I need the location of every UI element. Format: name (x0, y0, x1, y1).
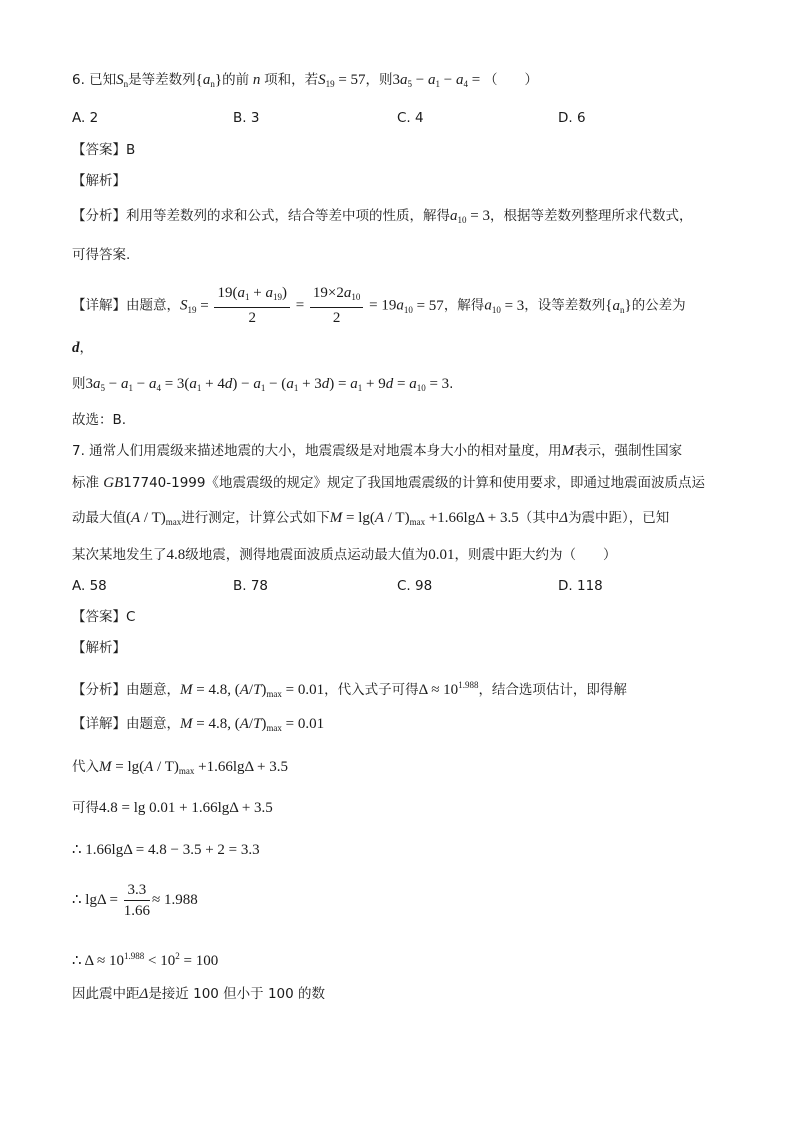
q7-step3: ∴ $\Delta \approx 10^{1.988} < 10^2 = 100$ (72, 951, 219, 969)
q7-line4: 某次某地发生了4.8级地震，测得地震面波质点运动最大值为0.01，则震中距大约为（ ） (72, 547, 617, 563)
q7-step2: ∴ lgΔ = $\frac{3.3}{1.66}$ ≈ 1.988 (72, 881, 198, 919)
q7-analysis-tag: 【解析】 (72, 640, 126, 656)
q7-final: 因此震中距Δ是接近 100 但小于 100 的数 (72, 986, 326, 1002)
q7-obtain: 可得4.8 = lg 0.01 + 1.66lgΔ + 3.5 (72, 800, 273, 816)
q7-line3: 动最大值$(A / T)_{max}$进行测定，计算公式如下$M = \lg(A / T)_{max} +1.66\lg\Delta + 3.5$（其中Δ为震中距），已知 (72, 510, 670, 527)
q7-xiangjie: 【详解】由题意，M = 4.8, $(A/T)_{max} = 0.01$ (72, 716, 325, 733)
q6-option-b: B. 3 (233, 110, 260, 126)
q6-option-c: C. 4 (397, 110, 424, 126)
q6-fenxi-cont: 可得答案. (72, 247, 131, 263)
q7-substitute: 代入$M = \lg(A / T)_{max} +1.66\lg\Delta + 3.5$ (72, 759, 289, 776)
q6-xiangjie: 【详解】由题意，$S_{19}$ = $\frac{19(a_1 + a_{19})}{2}$ = $\frac{19\times 2a_{10}}{2}$ = $19a_{10} = 57$，解得$a_{10} = 3$，设等差数列$\{a_n\}$的公差为 (72, 285, 686, 326)
q6-option-d: D. 6 (558, 110, 586, 126)
q7-fenxi: 【分析】由题意，M = 4.8, $(A/T)_{max} = 0.01$，代入式子可得$\Delta \approx 10^{1.988}$，结合选项估计，即得解 (72, 680, 627, 699)
q6-choose: 故选：B. (72, 412, 127, 428)
q7-line1: 7. 通常人们用震级来描述地震的大小，地震震级是对地震本身大小的相对量度，用M表示，强制性国家 (72, 443, 683, 459)
q7-option-d: D. 118 (558, 578, 603, 594)
q7-option-c: C. 98 (397, 578, 433, 594)
q6-d: d， (72, 340, 93, 356)
q6-stem: 6. 已知$S_n$是等差数列$\{a_n\}$的前 n 项和，若$S_{19} = 57$，则$3a_5 - a_1 - a_4$ = （ ） (72, 72, 538, 89)
q6-analysis-tag: 【解析】 (72, 173, 126, 189)
q7-option-b: B. 78 (233, 578, 269, 594)
q7-answer: 【答案】C (72, 609, 136, 625)
q6-then: 则$3a_5 - a_1 - a_4 = 3(a_1 + 4d) - a_1 - (a_1 + 3d) = a_1 + 9d = a_{10} = 3$. (72, 376, 454, 393)
q7-step1: ∴ 1.66lgΔ = 4.8 − 3.5 + 2 = 3.3 (72, 842, 260, 858)
q7-line2: 标准 GB17740-1999《地震震级的规定》规定了我国地震震级的计算和使用要求，即通过地震面波质点运 (72, 475, 705, 491)
q6-fenxi: 【分析】利用等差数列的求和公式，结合等差中项的性质，解得$a_{10} = 3$，根据等差数列整理所求代数式， (72, 208, 693, 225)
q6-option-a: A. 2 (72, 110, 99, 126)
q7-option-a: A. 58 (72, 578, 107, 594)
q6-answer: 【答案】B (72, 142, 136, 158)
